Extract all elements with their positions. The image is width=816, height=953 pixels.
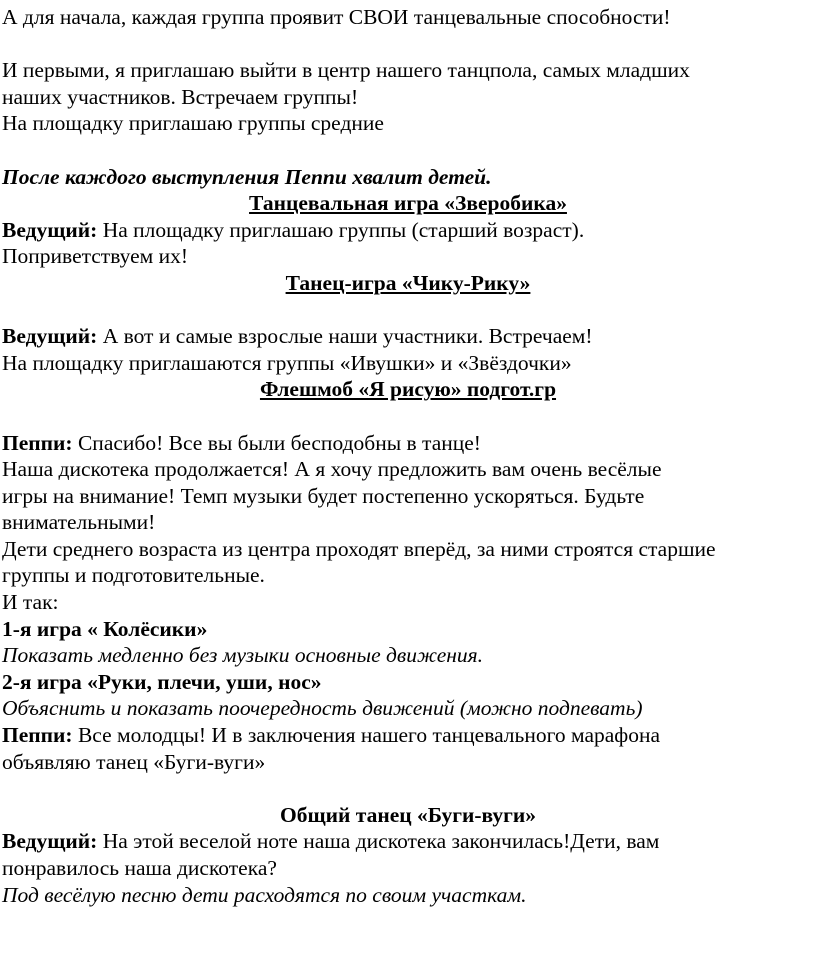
- children-line-1: Дети среднего возраста из центра проходят вперёд, за ними строятся старшие: [2, 536, 716, 561]
- game-1-title: 1-я игра « Колёсики»: [2, 616, 208, 641]
- speaker-label: Пеппи:: [2, 430, 73, 455]
- heading-flashmob: Флешмоб «Я рисую» подгот.гр: [259, 377, 557, 402]
- speech-text: На площадку приглашаю группы (старший возраст).: [97, 217, 585, 242]
- speech-peppi-1: [2, 430, 814, 457]
- heading-chiku-riku: Танец-игра «Чику-Рику»: [285, 270, 531, 295]
- invite-line-1: И первыми, я приглашаю выйти в центр нашего танцпола, самых младших: [2, 58, 690, 83]
- stage-direction-praise: После каждого выступления Пеппи хвалит детей.: [2, 164, 492, 189]
- speaker-label: Ведущий:: [2, 829, 98, 854]
- heading-zverobika: Танцевальная игра «Зверобика»: [249, 191, 567, 216]
- speech-text: На этой веселой ноте наша дискотека закончилась!Дети, вам: [97, 829, 660, 854]
- and-so-line: И так:: [2, 590, 59, 615]
- speech-peppi-2: [2, 722, 814, 749]
- speaker-label: Ведущий:: [2, 324, 98, 349]
- intro-line: А для начала, каждая группа проявит СВОИ танцевальные способности!: [2, 5, 671, 29]
- speaker-label: Ведущий:: [2, 217, 98, 242]
- speech-text: Все молодцы! И в заключения нашего танцевального марафона: [72, 723, 661, 748]
- blank-line: [2, 775, 814, 802]
- speech-text: А вот и самые взрослые наши участники. Встречаем!: [97, 324, 593, 349]
- disco-line-3: внимательными!: [2, 510, 156, 535]
- greeting-line: Поприветствуем их!: [2, 244, 189, 269]
- invite-line-2: наших участников. Встречаем группы!: [2, 84, 359, 109]
- game-2-title: 2-я игра «Руки, плечи, уши, нос»: [2, 669, 322, 694]
- speech-host-2: [2, 323, 814, 350]
- speaker-label: Пеппи:: [2, 723, 73, 748]
- invite-groups-line: На площадку приглашаются группы «Ивушки» и «Звёздочки»: [2, 350, 572, 375]
- game-1-note: Показать медленно без музыки основные движения.: [2, 643, 484, 668]
- children-line-2: группы и подготовительные.: [2, 563, 265, 588]
- invite-line-3: На площадку приглашаю группы средние: [2, 111, 384, 136]
- question-line: понравилось наша дискотека?: [2, 856, 277, 880]
- heading-boogie-woogie: Общий танец «Буги-вуги»: [279, 802, 537, 827]
- blank-line: [2, 137, 814, 164]
- speech-host-1: [2, 217, 814, 244]
- speech-host-3: [2, 828, 814, 855]
- disco-line-1: Наша дискотека продолжается! А я хочу предложить вам очень весёлые: [2, 457, 662, 482]
- document-page: [2, 4, 814, 908]
- blank-line: [2, 297, 814, 324]
- announce-line: объявляю танец «Буги-вуги»: [2, 749, 266, 774]
- blank-line: [2, 31, 814, 58]
- blank-line: [2, 403, 814, 430]
- speech-text: Спасибо! Все вы были бесподобны в танце!: [72, 430, 481, 455]
- game-2-note: Объяснить и показать поочередность движений (можно подпевать): [2, 696, 643, 721]
- disco-line-2: игры на внимание! Темп музыки будет постепенно ускоряться. Будьте: [2, 483, 645, 508]
- closing-direction: Под весёлую песню дети расходятся по своим участкам.: [2, 882, 527, 907]
